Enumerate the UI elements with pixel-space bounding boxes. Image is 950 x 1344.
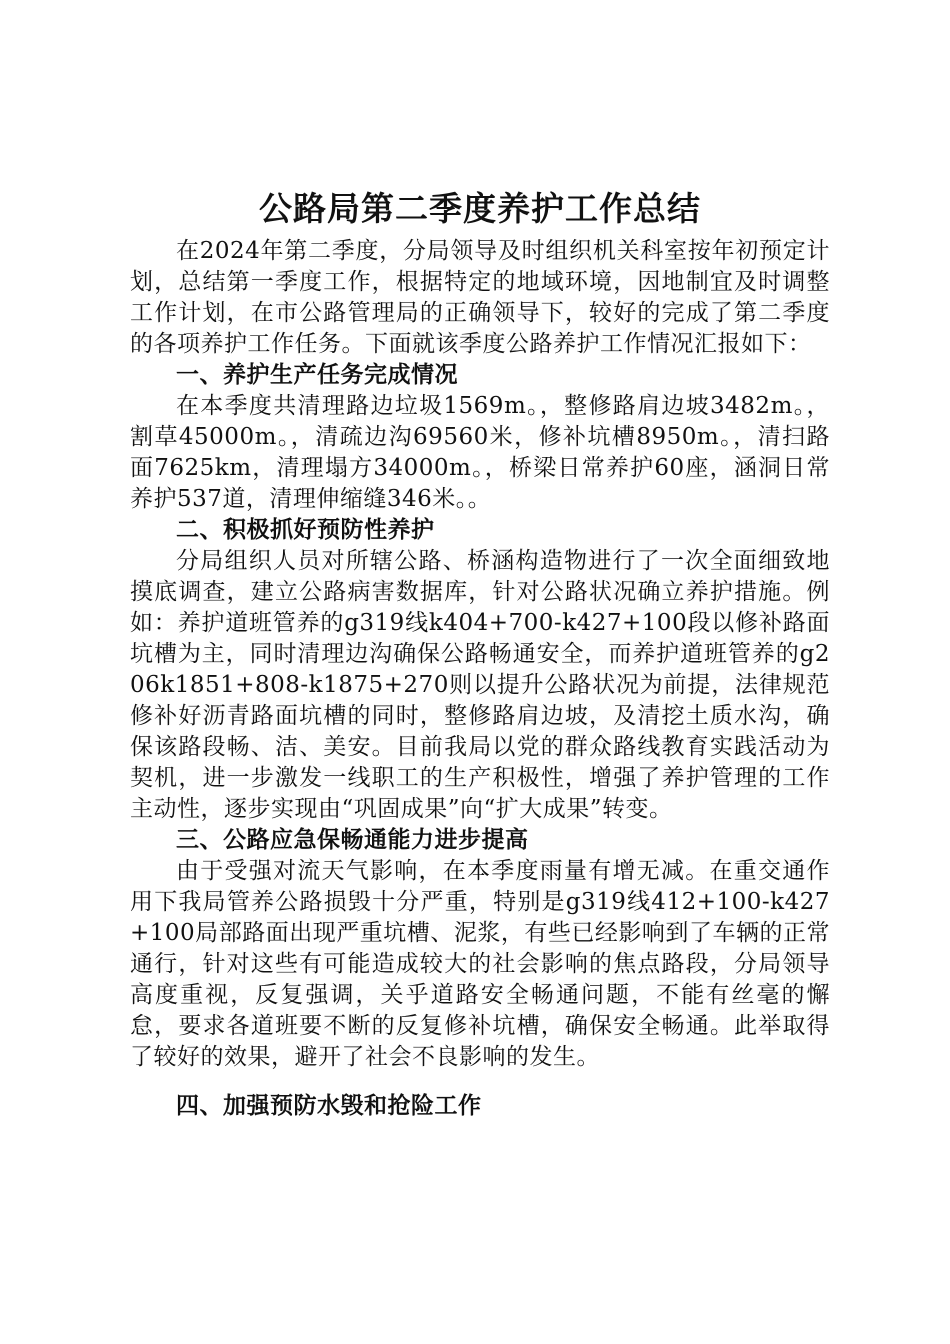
section-body-1: 在本季度共清理路边垃圾1569m。，整修路肩边坡3482m。，割草45000m。，清疏边沟69560米，修补坑槽8950m。，清扫路面7625km，清理塌方34000m。，桥梁日常养护60座，涵洞日常养护537道，清理伸缩缝346米。。 [130, 393, 830, 512]
section-heading-3: 三、公路应急保畅通能力进步提高 [176, 827, 529, 853]
document-title: 公路局第二季度养护工作总结 [259, 189, 701, 228]
section-body-3: 由于受强对流天气影响，在本季度雨量有增无减。在重交通作用下我局管养公路损毁十分严重，特别是g319线412+100-k427+100局部路面出现严重坑槽、泥浆，有些已经影响到了车辆的正常通行，针对这些有可能造成较大的社会影响的焦点路段，分局领导高度重视，反复强调，关乎道路安全畅通问题，不能有丝毫的懈怠，要求各道班要不断的反复修补坑槽，确保安全畅通。此举取得了较好的效果，避开了社会不良影响的发生。 [130, 858, 830, 1070]
section-heading-2: 二、积极抓好预防性养护 [176, 517, 435, 543]
document-content [130, 186, 830, 1122]
intro-paragraph: 在2024年第二季度，分局领导及时组织机关科室按年初预定计划，总结第一季度工作，根据特定的地域环境，因地制宜及时调整工作计划，在市公路管理局的正确领导下，较好的完成了第二季度的各项养护工作任务。下面就该季度公路养护工作情况汇报如下： [130, 238, 830, 357]
section-heading-1: 一、养护生产任务完成情况 [176, 362, 458, 388]
section-heading-4: 四、加强预防水毁和抢险工作 [176, 1093, 482, 1119]
section-body-2: 分局组织人员对所辖公路、桥涵构造物进行了一次全面细致地摸底调查，建立公路病害数据库，针对公路状况确立养护措施。例如：养护道班管养的g319线k404+700-k427+100段以修补路面坑槽为主，同时清理边沟确保公路畅通安全，而养护道班管养的g206k1851+808-k1875+270则以提升公路状况为前提，法律规范修补好沥青路面坑槽的同时，整修路肩边坡，及清挖土质水沟，确保该路段畅、洁、美安。目前我局以党的群众路线教育实践活动为契机，进一步激发一线职工的生产积极性，增强了养护管理的工作主动性，逐步实现由“巩固成果”向“扩大成果”转变。 [130, 548, 830, 822]
